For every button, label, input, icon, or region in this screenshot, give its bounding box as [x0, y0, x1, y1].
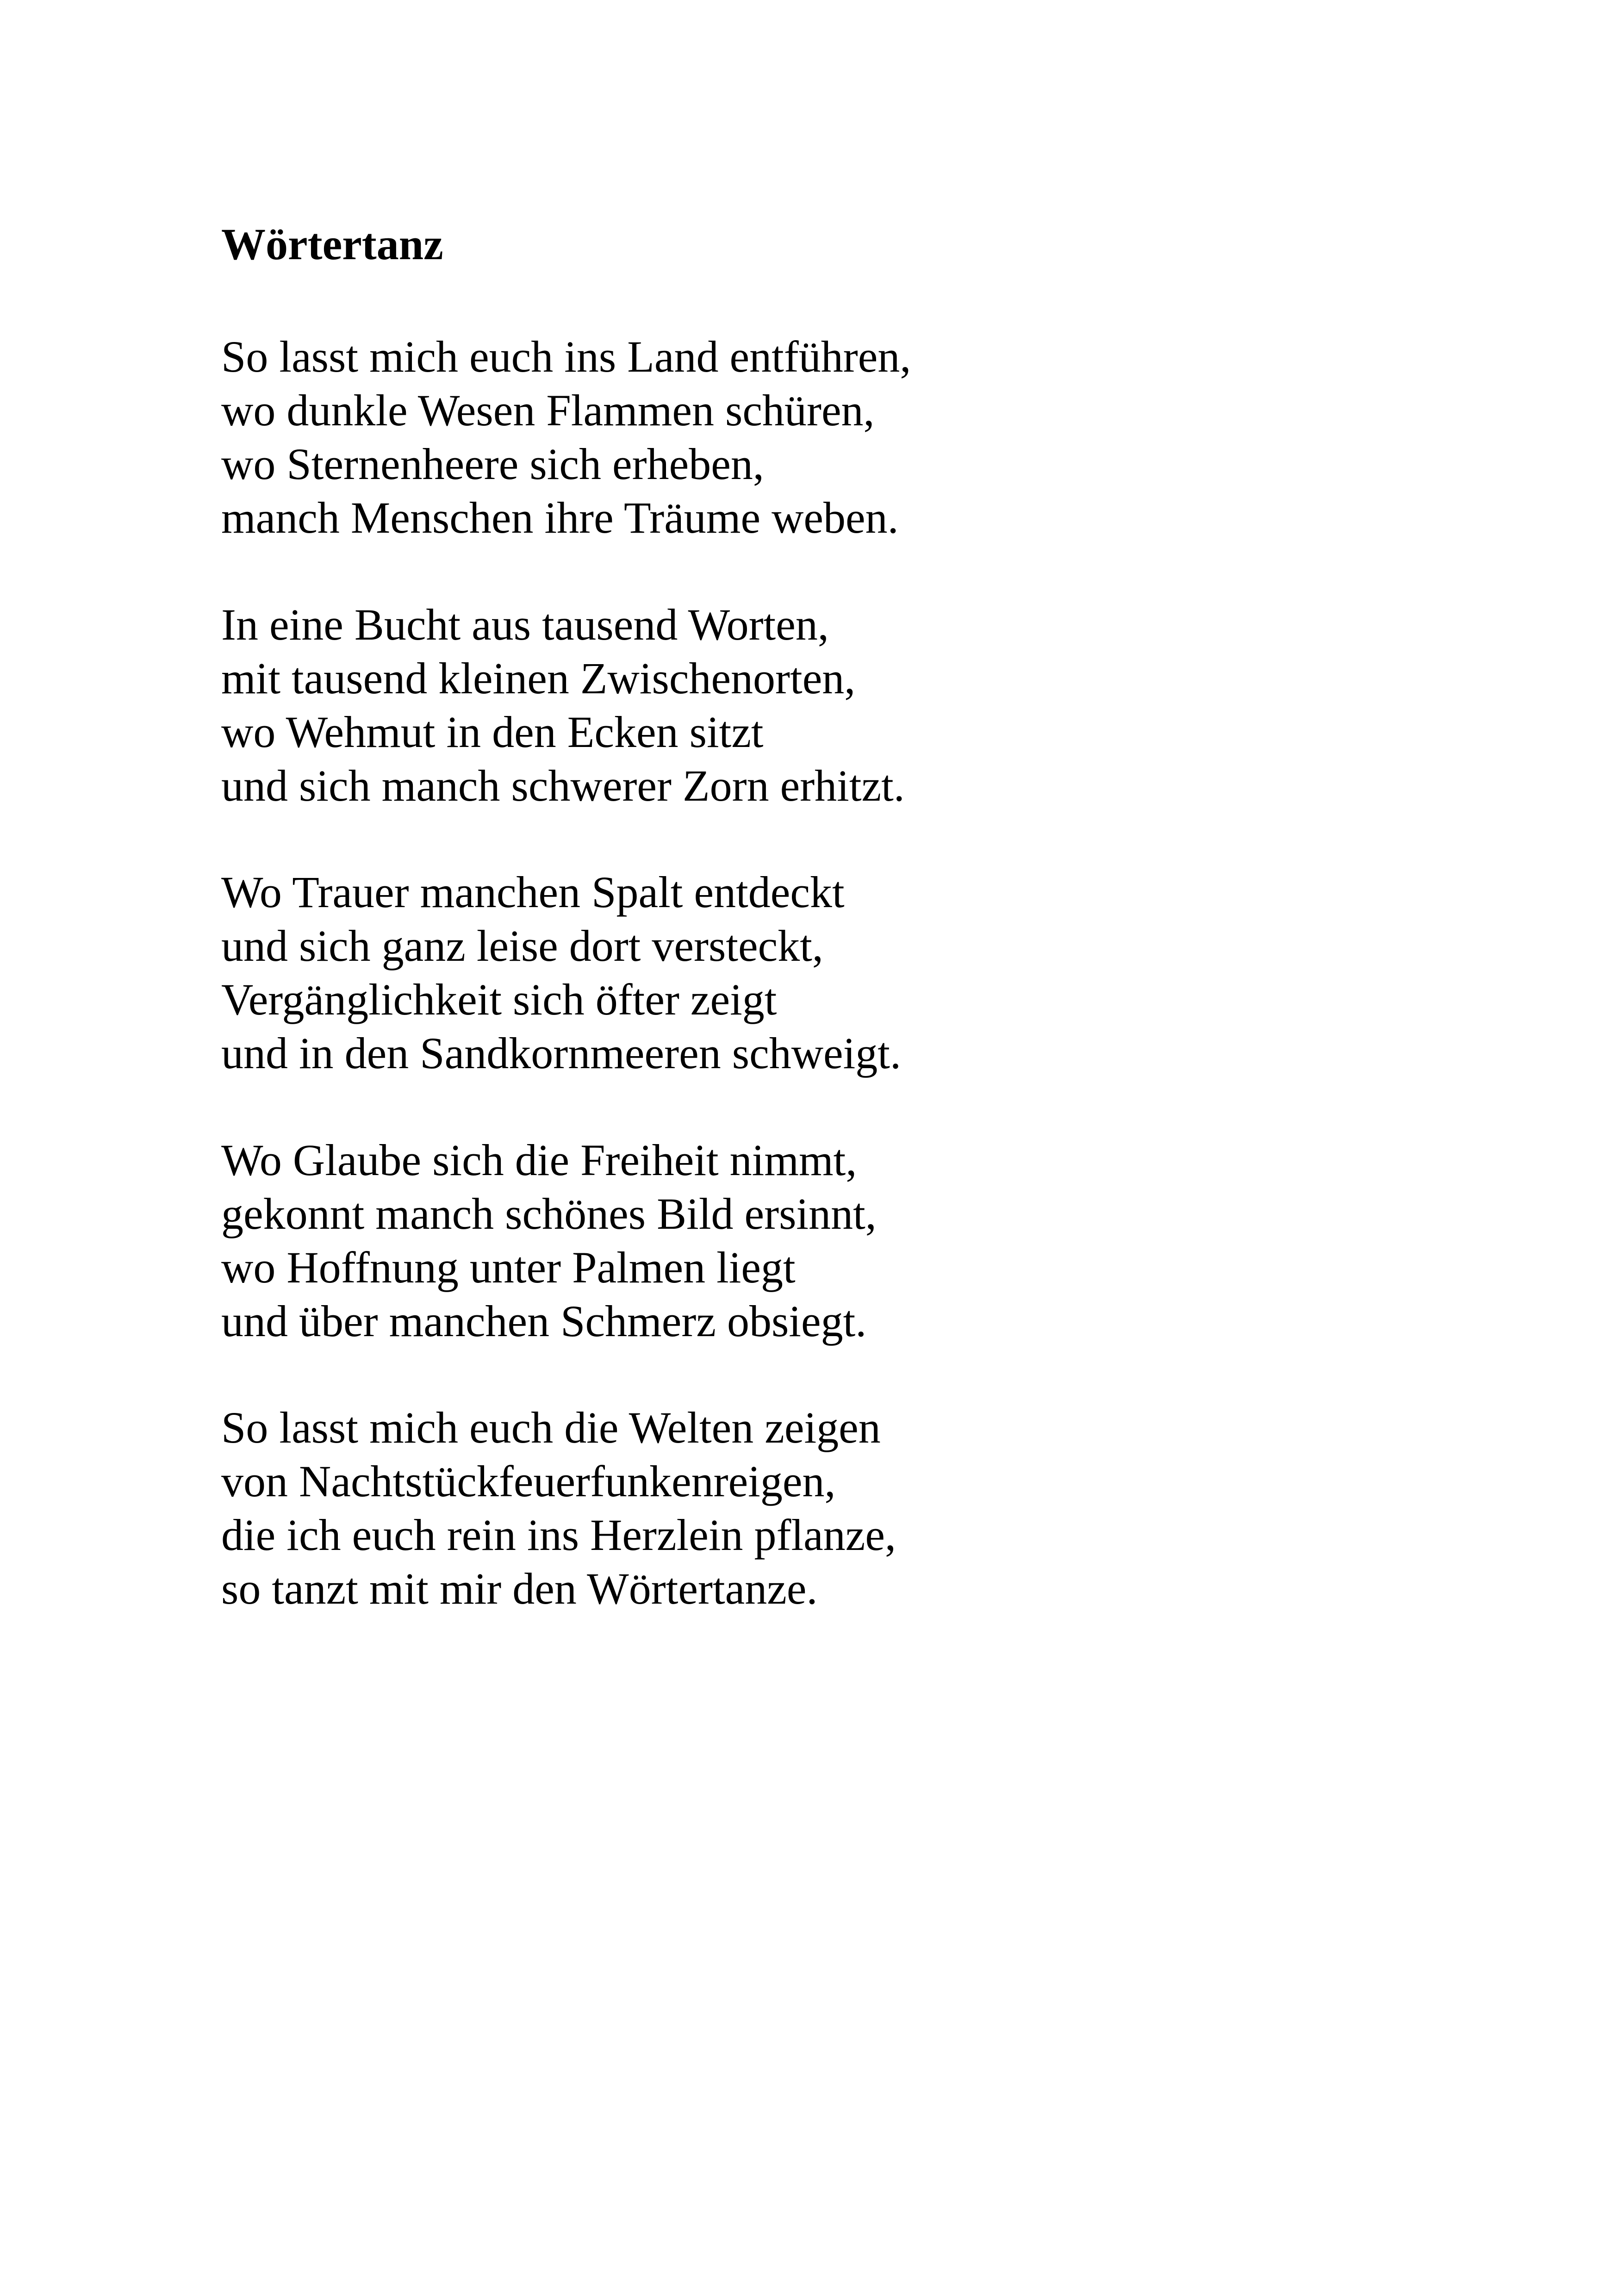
poem	[221, 218, 1471, 1613]
poem-title: Wörtertanz	[221, 219, 443, 269]
poem-line: gekonnt manch schönes Bild ersinnt,	[221, 1189, 877, 1238]
poem-line: manch Menschen ihre Träume weben.	[221, 493, 899, 542]
poem-line: wo dunkle Wesen Flammen schüren,	[221, 386, 875, 435]
poem-line: Vergänglichkeit sich öfter zeigt	[221, 975, 777, 1024]
poem-line: und sich manch schwerer Zorn erhitzt.	[221, 761, 905, 810]
poem-line: von Nachtstückfeuerfunkenreigen,	[221, 1456, 836, 1506]
poem-line: wo Wehmut in den Ecken sitzt	[221, 707, 764, 757]
stanza-4	[221, 1133, 877, 1348]
poem-line: So lasst mich euch die Welten zeigen	[221, 1403, 881, 1452]
poem-line: Wo Glaube sich die Freiheit nimmt,	[221, 1135, 857, 1185]
poem-line: wo Hoffnung unter Palmen liegt	[221, 1243, 796, 1292]
stanza-3	[221, 865, 901, 1080]
poem-line: die ich euch rein ins Herzlein pflanze,	[221, 1510, 896, 1560]
poem-line: und über manchen Schmerz obsiegt.	[221, 1296, 867, 1346]
stanza-2	[221, 598, 905, 813]
poem-line: und in den Sandkornmeeren schweigt.	[221, 1028, 901, 1078]
poem-line: mit tausend kleinen Zwischenorten,	[221, 653, 856, 703]
poem-line: Wo Trauer manchen Spalt entdeckt	[221, 867, 845, 917]
poem-line: In eine Bucht aus tausend Worten,	[221, 600, 829, 649]
poem-line: wo Sternenheere sich erheben,	[221, 439, 764, 489]
stanza-5	[221, 1401, 896, 1616]
poem-line: So lasst mich euch ins Land entführen,	[221, 332, 911, 381]
poem-line: und sich ganz leise dort versteckt,	[221, 921, 823, 971]
poem-line: so tanzt mit mir den Wörtertanze.	[221, 1564, 818, 1613]
stanza-1	[221, 330, 911, 545]
